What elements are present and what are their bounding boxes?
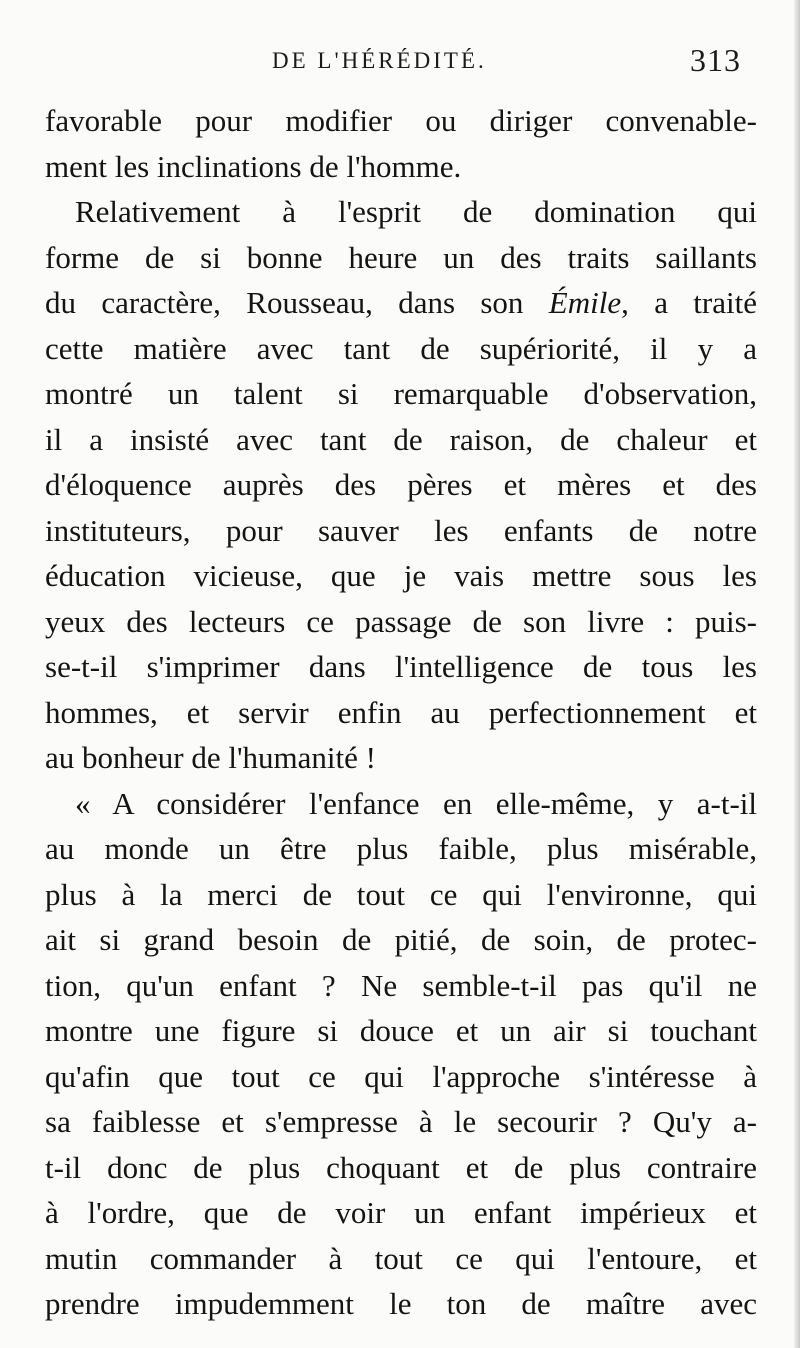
text-line: forme de si bonne heure un des traits saillants: [45, 239, 757, 275]
text-line: yeux des lecteurs ce passage de son livre : puis-: [45, 603, 757, 639]
text-line: favorable pour modifier ou diriger convenable-: [45, 103, 757, 138]
text-line: sa faiblesse et s'empresse à le secourir ? Qu'y a-: [45, 1104, 757, 1139]
text-line: ait si grand besoin de pitié, de soin, de protec-: [45, 922, 757, 957]
text-line: prendre impudemment le ton de maître avec: [45, 1286, 757, 1321]
text-line: au monde un être plus faible, plus misérable,: [45, 831, 757, 866]
text-line: mutin commander à tout ce qui l'entoure, et: [45, 1240, 757, 1276]
page-number: 313: [690, 42, 741, 78]
text-line: hommes, et servir enfin au perfectionnement et: [45, 694, 757, 730]
text-line: à l'ordre, que de voir un enfant impérieux et: [45, 1195, 757, 1230]
text-line: éducation vicieuse, que je vais mettre sous les: [45, 558, 757, 593]
text-line: tion, qu'un enfant ? Ne semble-t-il pas qu'il ne: [45, 967, 757, 1003]
text-line: d'éloquence auprès des pères et mères et des: [45, 467, 757, 502]
text-line: plus à la merci de tout ce qui l'environne, qui: [45, 876, 757, 912]
text-line: Relativement à l'esprit de domination qui: [75, 194, 757, 229]
text-line-with-italic: [45, 280, 757, 326]
text-line: « A considérer l'enfance en elle-même, y a-t-il: [75, 785, 757, 821]
text-line: qu'afin que tout ce qui l'approche s'intéresse à: [45, 1058, 757, 1094]
text-line: instituteurs, pour sauver les enfants de notre: [45, 512, 757, 548]
text-line: ment les inclinations de l'homme.: [45, 148, 462, 184]
running-head: [0, 40, 800, 84]
text-line: montré un talent si remarquable d'observation,: [45, 376, 757, 411]
running-head-title: DE L'HÉRÉDITÉ.: [272, 48, 487, 73]
text-line: se-t-il s'imprimer dans l'intelligence de tous les: [45, 649, 757, 684]
text-line: montre une figure si douce et un air si touchant: [45, 1013, 757, 1048]
text-line: cette matière avec tant de supériorité, il y a: [45, 330, 757, 366]
text-line-start: du caractère, Rousseau, dans son: [45, 285, 549, 320]
text-line: il a insisté avec tant de raison, de chaleur et: [45, 421, 757, 457]
book-title-italic: Émile: [548, 285, 622, 320]
text-line: au bonheur de l'humanité !: [45, 740, 376, 775]
page-edge: [794, 0, 800, 1348]
body-text: [45, 98, 757, 1327]
text-line-end: , a traité: [621, 285, 757, 320]
text-line: t-il donc de plus choquant et de plus contraire: [45, 1149, 757, 1185]
